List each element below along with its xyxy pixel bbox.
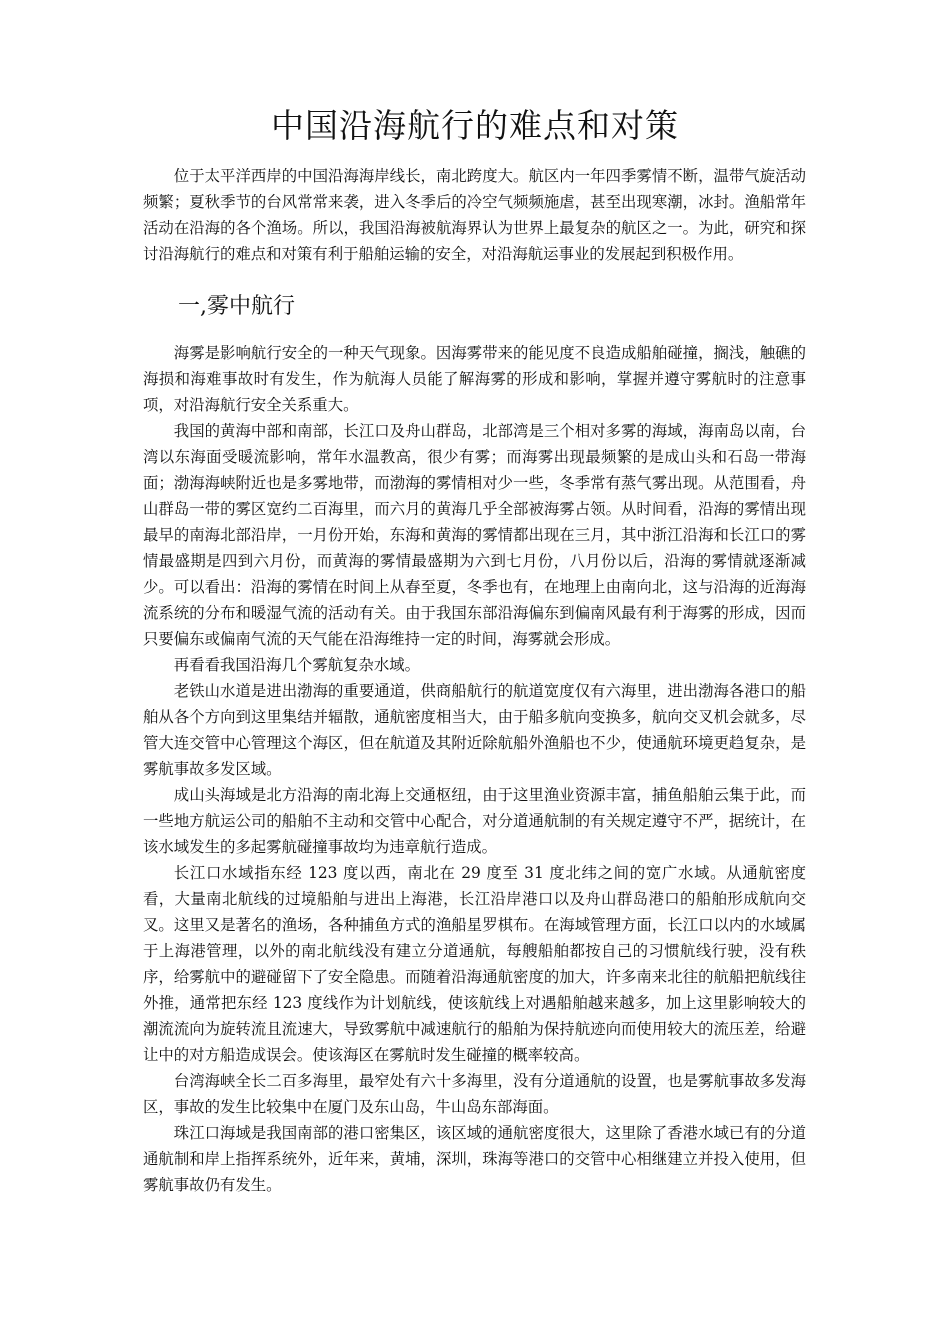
paragraph-laotieshan: 老铁山水道是进出渤海的重要通道，供商船航行的航道宽度仅有六海里，进出渤海各港口的船舶从各个方向到这里集结并辐散，通航密度相当大，由于船多航向变换多，航向交叉机会就多，尽管大连交管中心管理这个海区，但在航道及其附近除航船外渔船也不少，使通航环境更趋复杂，是雾航事故多发区域。 — [143, 682, 806, 778]
paragraph-pearl-river-estuary: 珠江口海域是我国南部的港口密集区，该区域的通航密度很大，这里除了香港水域已有的分道通航制和岸上指挥系统外，近年来，黄埔，深圳，珠海等港口的交管中心相继建立并投入使用，但雾航事故仍有发生。 — [143, 1124, 806, 1194]
paragraph-yangtze-estuary: 长江口水域指东经 123 度以西，南北在 29 度至 31 度北纬之间的宽广水域。从通航密度看，大量南北航线的过境船舶与进出上海港，长江沿岸港口以及舟山群岛港口的船舶形成航向交叉。这里又是著名的渔场，各种捕鱼方式的渔船星罗棋布。在海域管理方面，长江口以内的水域属于上海港管理，以外的南北航线没有建立分道通航，每艘船舶都按自己的习惯航线行驶，没有秩序，给雾航中的避碰留下了安全隐患。而随着沿海通航密度的加大，许多南来北往的航船把航线往外推，通常把东经 123 度线作为计划航线，使该航线上对遇船舶越来越多，加上这里影响较大的潮流流向为旋转流且流速大，导致雾航中减速航行的船舶为保持航迹向而使用较大的流压差，给避让中的对方船造成误会。使该海区在雾航时发生碰撞的概率较高。 — [143, 864, 806, 1064]
paragraph-fog-regions: 我国的黄海中部和南部，长江口及舟山群岛，北部湾是三个相对多雾的海域，海南岛以南，台湾以东海面受暖流影响，常年水温教高，很少有雾；而海雾出现最频繁的是成山头和石岛一带海面；渤海海峡附近也是多雾地带，而渤海的雾情相对少一些，冬季常有蒸气雾出现。从范围看，舟山群岛一带的雾区宽约二百海里，而六月的黄海几乎全部被海雾占领。从时间看，沿海的雾情出现最早的南海北部沿岸，一月份开始，东海和黄海的雾情都出现在三月，其中浙江沿海和长江口的雾情最盛期是四到六月份，而黄海的雾情最盛期为六到七月份，八月份以后，沿海的雾情就逐渐减少。可以看出：沿海的雾情在时间上从春至夏，冬季也有，在地理上由南向北，这与沿海的近海海流系统的分布和暖湿气流的活动有关。由于我国东部沿海偏东到偏南风最有利于海雾的形成，因而只要偏东或偏南气流的天气能在沿海维持一定的时间，海雾就会形成。 — [143, 422, 806, 648]
fog-navigation-section — [143, 340, 806, 1198]
document-title: 中国沿海航行的难点和对策 — [271, 106, 679, 145]
intro-paragraph: 位于太平洋西岸的中国沿海海岸线长，南北跨度大。航区内一年四季雾情不断，温带气旋活动频繁；夏秋季节的台风常常来袭，进入冬季后的冷空气频频施虐，甚至出现寒潮，冰封。渔船常年活动在沿海的各个渔场。所以，我国沿海被航海界认为世界上最复杂的航区之一。为此，研究和探讨沿海航行的难点和对策有利于船舶运输的安全，对沿海航运事业的发展起到积极作用。 — [143, 167, 806, 263]
paragraph-chengshantou: 成山头海域是北方沿海的南北海上交通枢纽，由于这里渔业资源丰富，捕鱼船舶云集于此，而一些地方航运公司的船舶不主动和交管中心配合，对分道通航制的有关规定遵守不严，据统计，在该水域发生的多起雾航碰撞事故均为违章航行造成。 — [143, 786, 806, 856]
paragraph-fog-overview: 海雾是影响航行安全的一种天气现象。因海雾带来的能见度不良造成船舶碰撞，搁浅，触礁的海损和海难事故时有发生，作为航海人员能了解海雾的形成和影响，掌握并遵守雾航时的注意事项，对沿海航行安全关系重大。 — [143, 344, 806, 414]
intro-section — [143, 163, 806, 267]
paragraph-complex-waters-intro: 再看看我国沿海几个雾航复杂水域。 — [173, 656, 421, 674]
section-heading-fog-navigation: 一,雾中航行 — [178, 294, 295, 319]
paragraph-taiwan-strait: 台湾海峡全长二百多海里，最窄处有六十多海里，没有分道通航的设置，也是雾航事故多发海区，事故的发生比较集中在厦门及东山岛，牛山岛东部海面。 — [143, 1072, 806, 1116]
